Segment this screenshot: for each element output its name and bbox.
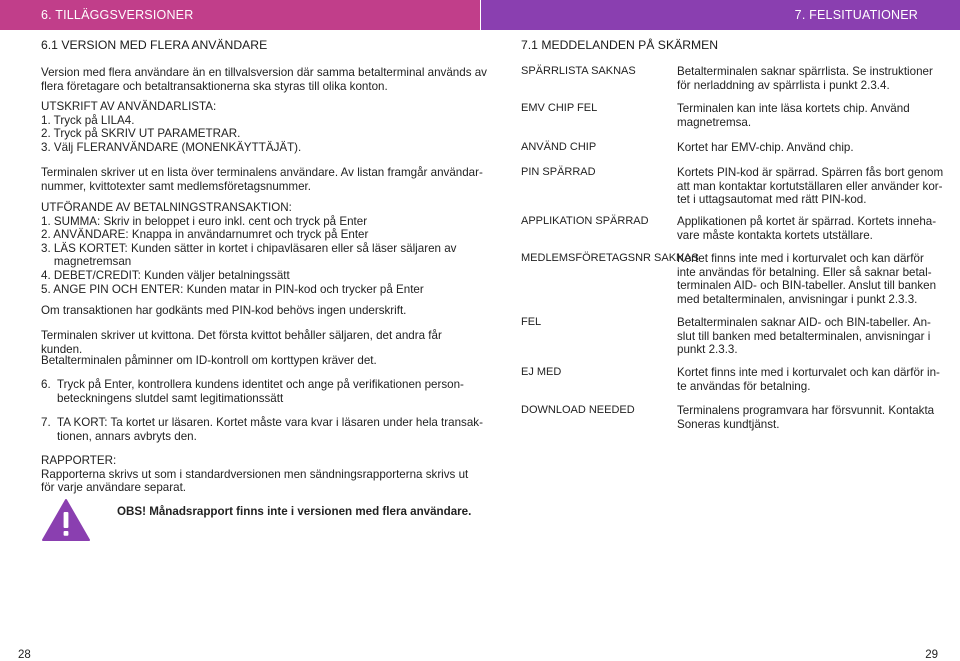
message-description-line: Betalterminalen saknar AID- och BIN-tabeller. An- xyxy=(677,316,931,329)
message-description-line: slut till banken med betalterminalen, anvisningar i xyxy=(677,329,931,343)
reports-heading: RAPPORTER: xyxy=(41,454,117,467)
receipt-note: Terminalen skriver ut kvittona. Det första kvittot behåller säljaren, det andra får kunden. xyxy=(41,329,442,356)
section-header-right-label: 7. FELSITUATIONER xyxy=(794,8,918,22)
message-description-line: vare måste kontakta kortets utställare. xyxy=(677,228,873,242)
approved-note: Om transaktionen har godkänts med PIN-kod behövs ingen underskrift. xyxy=(41,304,407,317)
message-description xyxy=(677,65,933,92)
message-description-line: tet i uttagsautomat med rätt PIN-kod. xyxy=(677,193,867,207)
list-description-line: nummer, kvittotexter samt medlemsföretagsnummer. xyxy=(41,179,311,193)
print-list-item: 3. Välj FLERANVÄNDARE (MONENKÄYTTÄJÄT). xyxy=(41,140,302,154)
warning-triangle-icon xyxy=(41,498,91,542)
message-description xyxy=(677,102,927,129)
payment-step: magnetremsan xyxy=(41,255,132,269)
message-description xyxy=(677,141,927,155)
step-line: beteckningens slutdel samt legitimationssätt xyxy=(57,391,284,405)
payment-step: 2. ANVÄNDARE: Knappa in användarnumret och tryck på Enter xyxy=(41,228,369,242)
step-number: 6. xyxy=(41,378,51,391)
message-description-line: Terminalens programvara har försvunnit. Kontakta xyxy=(677,404,935,417)
message-description-line: terminalen AID- och BIN-tabeller. Anslut till banken xyxy=(677,279,937,293)
message-description-line: att man kontaktar kortutställaren eller använder kor- xyxy=(677,179,943,193)
message-label: EJ MED xyxy=(521,366,562,378)
message-description-line: punkt 2.3.3. xyxy=(677,343,738,357)
payment-transaction xyxy=(41,201,461,296)
reports-section xyxy=(41,454,469,495)
message-description xyxy=(677,215,937,242)
print-list-item: 1. Tryck på LILA4. xyxy=(41,113,135,127)
reports-line: Rapporterna skrivs ut som i standardversionen men sändningsrapporterna skrivs ut xyxy=(41,467,469,481)
message-description-line: Soneras kundtjänst. xyxy=(677,417,780,431)
step-6 xyxy=(41,378,464,405)
payment-step: 3. LÄS KORTET: Kunden sätter in kortet i chipavläsaren eller så läser säljaren av xyxy=(41,241,457,255)
step-7 xyxy=(41,416,483,443)
warning-text: OBS! Månadsrapport finns inte i versionen med flera användare. xyxy=(117,505,472,518)
intro-paragraph xyxy=(41,66,487,93)
message-label: PIN SPÄRRAD xyxy=(521,166,596,178)
message-description xyxy=(677,366,940,393)
section-header-left xyxy=(0,0,480,30)
message-description xyxy=(677,166,944,207)
payment-step: 1. SUMMA: Skriv in beloppet i euro inkl. cent och tryck på Enter xyxy=(41,214,368,228)
print-list-heading: UTSKRIFT AV ANVÄNDARLISTA: xyxy=(41,100,217,113)
section-header-left-label: 6. TILLÄGGSVERSIONER xyxy=(41,8,194,22)
message-label: SPÄRRLISTA SAKNAS xyxy=(521,65,636,77)
step-line: TA KORT: Ta kortet ur läsaren. Kortet måste vara kvar i läsaren under hela transak- xyxy=(57,416,483,429)
payment-heading: UTFÖRANDE AV BETALNINGSTRANSAKTION: xyxy=(41,201,292,214)
page-number-left: 28 xyxy=(18,649,31,661)
list-description xyxy=(41,166,483,193)
message-label: DOWNLOAD NEEDED xyxy=(521,404,635,416)
print-list-item: 2. Tryck på SKRIV UT PARAMETRAR. xyxy=(41,127,241,141)
step-text xyxy=(57,378,464,405)
message-label: APPLIKATION SPÄRRAD xyxy=(521,215,649,227)
step-line: Tryck på Enter, kontrollera kundens identitet och ange på verifikationen person- xyxy=(57,378,464,391)
reports-line: för varje användare separat. xyxy=(41,481,187,495)
message-description-line: Kortet har EMV-chip. Använd chip. xyxy=(677,141,854,154)
intro-line: flera företagare och betaltransaktionerna ska styras till olika konton. xyxy=(41,79,388,93)
message-description-line: Terminalen kan inte läsa kortets chip. Använd xyxy=(677,102,910,115)
section-header-right xyxy=(481,0,960,30)
message-description xyxy=(677,316,931,357)
message-description-line: Betalterminalen saknar spärrlista. Se instruktioner xyxy=(677,65,933,78)
message-description-line: Kortet finns inte med i korturvalet och kan därför in- xyxy=(677,366,940,379)
message-description-line: inte användas för betalning. Eller så saknar betal- xyxy=(677,265,932,279)
message-label: FEL xyxy=(521,316,542,328)
left-section-title: 6.1 VERSION MED FLERA ANVÄNDARE xyxy=(41,38,268,52)
message-description-line: Kortet finns inte med i korturvalet och kan därför xyxy=(677,252,924,265)
step-number: 7. xyxy=(41,416,51,429)
message-label: MEDLEMSFÖRETAGSNR SAKNAS xyxy=(521,252,699,264)
print-user-list xyxy=(41,100,461,154)
message-description-line: med betalterminalen, anvisningar i punkt 2.3.3. xyxy=(677,292,918,306)
right-section-title: 7.1 MEDDELANDEN PÅ SKÄRMEN xyxy=(521,38,719,52)
page-number-right: 29 xyxy=(925,649,938,661)
message-description-line: magnetremsa. xyxy=(677,115,752,129)
id-check-reminder: Betalterminalen påminner om ID-kontroll om korttypen kräver det. xyxy=(41,354,377,367)
payment-step: 4. DEBET/CREDIT: Kunden väljer betalningssätt xyxy=(41,268,290,282)
message-label: ANVÄND CHIP xyxy=(521,141,597,153)
intro-line: Version med flera användare än en tillvalsversion där samma betalterminal används av xyxy=(41,66,487,79)
step-text xyxy=(57,416,483,443)
message-description xyxy=(677,252,937,306)
message-label: EMV CHIP FEL xyxy=(521,102,598,114)
message-description xyxy=(677,404,935,431)
payment-step: 5. ANGE PIN OCH ENTER: Kunden matar in PIN-kod och trycker på Enter xyxy=(41,282,424,296)
list-description-line: Terminalen skriver ut en lista över terminalens användare. Av listan framgår användar- xyxy=(41,166,483,179)
message-description-line: te användas för betalning. xyxy=(677,379,811,393)
message-description-line: för nerladdning av spärrlista i punkt 2.3.4. xyxy=(677,78,890,92)
message-description-line: Kortets PIN-kod är spärrad. Spärren fås bort genom xyxy=(677,166,944,179)
step-line: tionen, annars avbryts den. xyxy=(57,429,197,443)
message-description-line: Applikationen på kortet är spärrad. Kortets inneha- xyxy=(677,215,937,228)
